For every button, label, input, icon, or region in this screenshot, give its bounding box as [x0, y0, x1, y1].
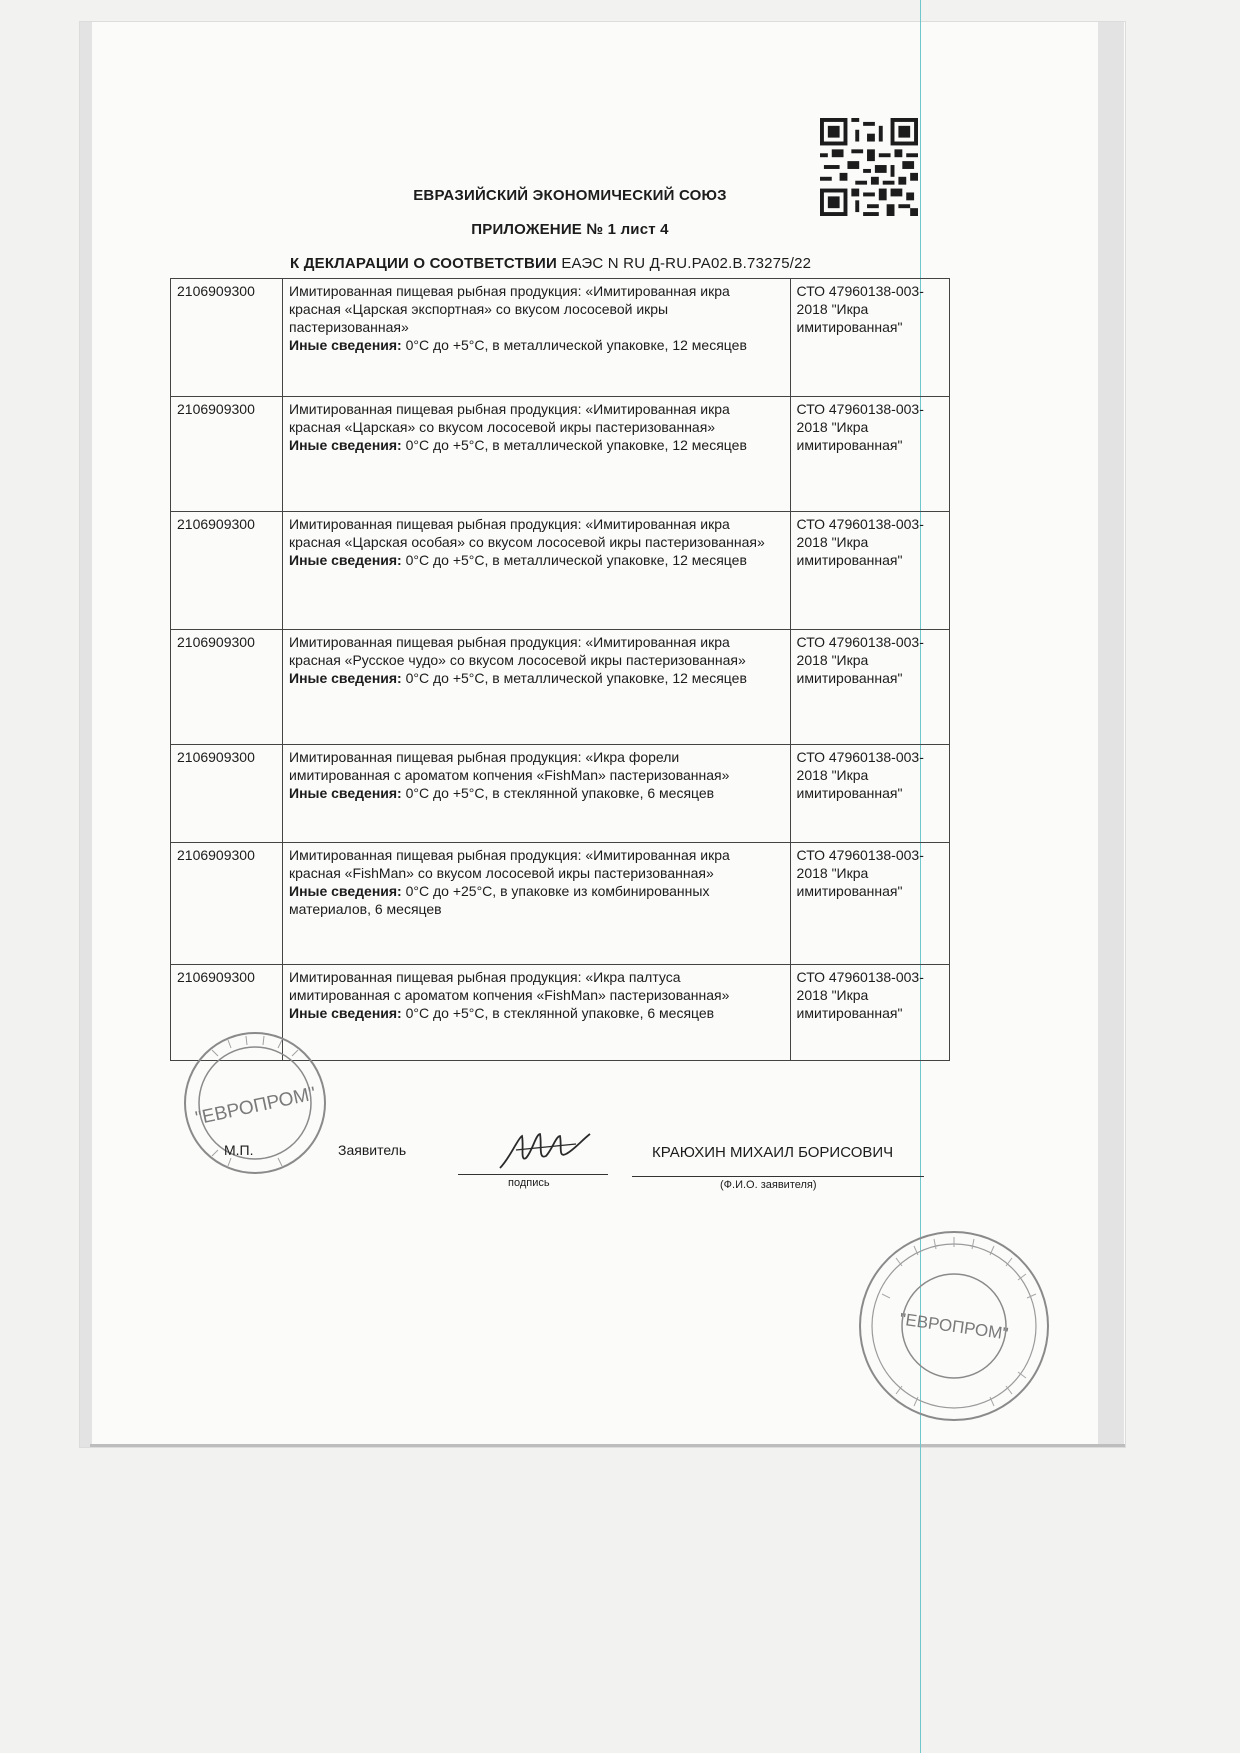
tn-ved-code: 2106909300: [171, 843, 283, 965]
standard-reference: СТО 47960138-003-2018 "Икра имитированная": [790, 745, 949, 843]
tn-ved-code: 2106909300: [171, 745, 283, 843]
product-description: [283, 843, 791, 965]
name-line: [632, 1176, 924, 1177]
products-table: [170, 278, 950, 1061]
info-label: Иные сведения:: [289, 883, 402, 899]
appendix-title: ПРИЛОЖЕНИЕ № 1 лист 4: [471, 221, 669, 238]
product-name: Имитированная пищевая рыбная продукция: «Имитированная икра красная «Царская экспортная» со вкусом лососевой икры пастеризованная»: [289, 283, 730, 335]
info-text: 0°С до +5°С, в стеклянной упаковке, 6 месяцев: [401, 1005, 715, 1021]
info-label: Иные сведения:: [289, 552, 402, 568]
applicant-name: КРАЮХИН МИХАИЛ БОРИСОВИЧ: [652, 1144, 894, 1161]
standard-reference: СТО 47960138-003-2018 "Икра имитированная": [790, 965, 949, 1061]
product-name: Имитированная пищевая рыбная продукция: «Икра форели имитированная с ароматом копчения «FishMan» пастеризованная»: [289, 749, 730, 783]
product-name: Имитированная пищевая рыбная продукция: «Имитированная икра красная «Царская» со вкусом лососевой икры пастеризованная»: [289, 401, 730, 435]
info-text: 0°С до +5°С, в металлической упаковке, 12 месяцев: [401, 437, 747, 453]
info-label: Иные сведения:: [289, 785, 402, 801]
standard-reference: СТО 47960138-003-2018 "Икра имитированная": [790, 843, 949, 965]
tn-ved-code: 2106909300: [171, 279, 283, 397]
product-name: Имитированная пищевая рыбная продукция: «Имитированная икра красная «Русское чудо» со вкусом лососевой икры пастеризованная»: [289, 634, 746, 668]
info-text: 0°С до +5°С, в металлической упаковке, 12 месяцев: [401, 552, 747, 568]
product-description: [283, 279, 791, 397]
scan-streak-left: [80, 22, 92, 1447]
product-name: Имитированная пищевая рыбная продукция: «Имитированная икра красная «Царская особая» со вкусом лососевой икры пастеризованная»: [289, 516, 765, 550]
scan-streak-right: [1098, 22, 1124, 1447]
mp-label: М.П.: [224, 1142, 254, 1158]
product-description: [283, 745, 791, 843]
info-text: 0°С до +5°С, в стеклянной упаковке, 6 месяцев: [401, 785, 715, 801]
union-title: ЕВРАЗИЙСКИЙ ЭКОНОМИЧЕСКИЙ СОЮЗ: [413, 187, 727, 204]
info-label: Иные сведения:: [289, 670, 402, 686]
product-description: [283, 397, 791, 512]
table-row: [171, 512, 950, 630]
info-text: 0°С до +5°С, в металлической упаковке, 12 месяцев: [401, 670, 747, 686]
signature-caption: подпись: [508, 1177, 550, 1189]
declaration-title: [290, 255, 870, 272]
product-description: [283, 965, 791, 1061]
info-text: 0°С до +5°С, в металлической упаковке, 12 месяцев: [401, 337, 747, 353]
info-label: Иные сведения:: [289, 437, 402, 453]
standard-reference: СТО 47960138-003-2018 "Икра имитированная": [790, 630, 949, 745]
standard-reference: СТО 47960138-003-2018 "Икра имитированная": [790, 279, 949, 397]
table-row: [171, 397, 950, 512]
applicant-label: Заявитель: [338, 1142, 407, 1158]
tn-ved-code: 2106909300: [171, 965, 283, 1061]
declaration-number: ЕАЭС N RU Д-RU.РА02.В.73275/22: [556, 255, 812, 272]
declaration-label: К ДЕКЛАРАЦИИ О СООТВЕТСТВИИ: [290, 255, 557, 272]
scan-streak-bottom: [90, 1444, 1125, 1447]
info-text: 0°С до +25°С, в упаковке из комбинированных материалов, 6 месяцев: [289, 883, 710, 917]
product-name: Имитированная пищевая рыбная продукция: «Икра палтуса имитированная с ароматом копчения «FishMan» пастеризованная»: [289, 969, 730, 1003]
standard-reference: СТО 47960138-003-2018 "Икра имитированная": [790, 397, 949, 512]
table-row: [171, 630, 950, 745]
company-stamp-large: [856, 1228, 1052, 1424]
product-description: [283, 512, 791, 630]
product-name: Имитированная пищевая рыбная продукция: «Имитированная икра красная «FishMan» со вкусом лососевой икры пастеризованная»: [289, 847, 730, 881]
info-label: Иные сведения:: [289, 1005, 402, 1021]
small-stamp-text: "ЕВРОПРОМ": [193, 1083, 318, 1130]
standard-reference: СТО 47960138-003-2018 "Икра имитированная": [790, 512, 949, 630]
tn-ved-code: 2106909300: [171, 630, 283, 745]
table-row: [171, 843, 950, 965]
company-stamp-small: [182, 1030, 328, 1176]
signature-line: [458, 1174, 608, 1175]
handwritten-signature: [496, 1128, 596, 1174]
product-description: [283, 630, 791, 745]
large-stamp-text: "ЕВРОПРОМ": [898, 1309, 1010, 1344]
table-row: [171, 745, 950, 843]
table-row: [171, 279, 950, 397]
tn-ved-code: 2106909300: [171, 512, 283, 630]
info-label: Иные сведения:: [289, 337, 402, 353]
name-caption: (Ф.И.О. заявителя): [720, 1179, 817, 1191]
tn-ved-code: 2106909300: [171, 397, 283, 512]
qr-code-icon: [820, 118, 918, 216]
